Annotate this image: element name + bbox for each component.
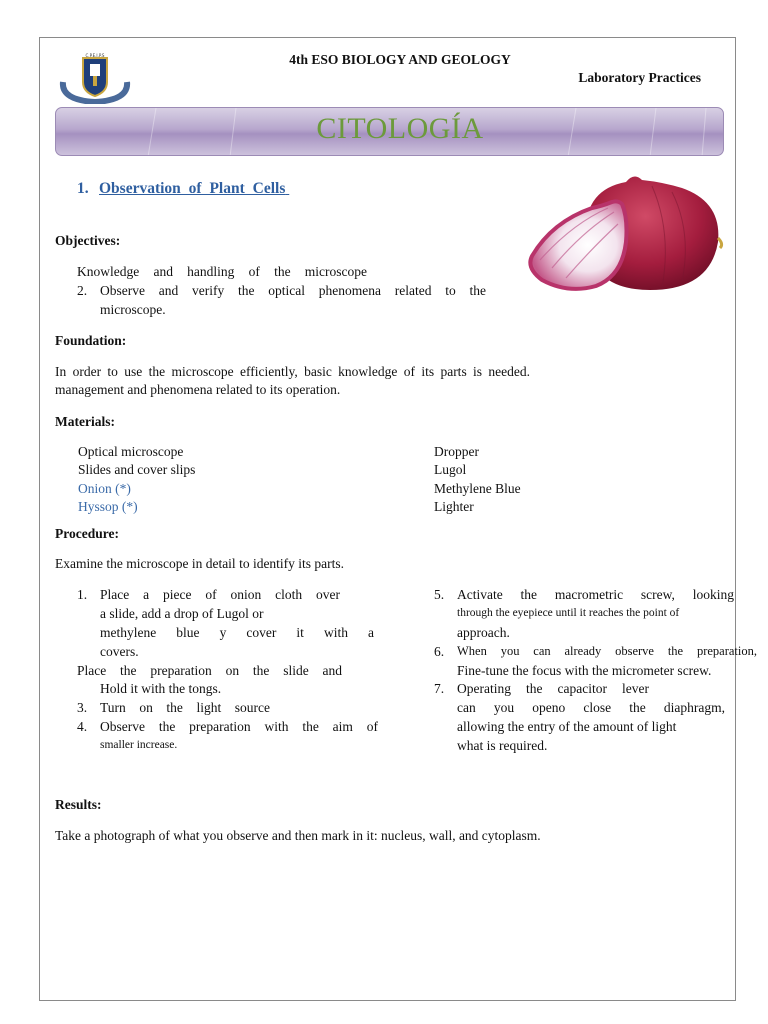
objective-2-number: 2. [77, 283, 88, 298]
step-5-line: Activate the macrometric screw, looking [457, 587, 734, 602]
step-7-line: Operating the capacitor lever [457, 681, 649, 696]
step-2-line: Place the preparation on the slide and [77, 663, 342, 678]
step-6-number: 6. [434, 644, 445, 659]
step-5-line: approach. [457, 625, 510, 640]
step-1-line: methylene blue y cover it with a [100, 625, 374, 640]
section-title [77, 180, 343, 198]
material-item: Onion (*) [78, 481, 131, 496]
step-2-line: Hold it with the tongs. [100, 681, 222, 696]
step-6-line: When you can already observe the preparation, [457, 644, 757, 658]
step-6-line: Fine-tune the focus with the micrometer screw. [457, 663, 712, 678]
results-text: Take a photograph of what you observe and then mark in it: nucleus, wall, and cytoplasm. [55, 828, 541, 843]
material-item: Dropper [434, 444, 479, 459]
step-3-line: Turn on the light source [100, 700, 270, 715]
onion-image [522, 172, 726, 300]
step-7-line: can you openo close the diaphragm, [457, 700, 725, 715]
svg-text:C.P.E.I.P.S: C.P.E.I.P.S [85, 53, 105, 58]
step-7-number: 7. [434, 681, 445, 696]
procedure-heading: Procedure: [55, 526, 119, 541]
section-number: 1. [77, 180, 89, 197]
objective-2-line-2: microscope. [100, 302, 166, 317]
material-item: Lugol [434, 462, 467, 477]
material-item: Optical microscope [78, 444, 184, 459]
step-1-number: 1. [77, 587, 88, 602]
material-item: Hyssop (*) [78, 499, 138, 514]
foundation-heading: Foundation: [55, 333, 127, 348]
step-4-number: 4. [77, 719, 88, 734]
banner-title: CITOLOGÍA [316, 112, 484, 145]
step-5-line: through the eyepiece until it reaches the point of [457, 607, 680, 619]
step-1-line: a slide, add a drop of Lugol or [100, 606, 264, 621]
step-7-line: allowing the entry of the amount of light [457, 719, 677, 734]
step-1-line: Place a piece of onion cloth over [100, 587, 340, 602]
objectives-heading: Objectives: [55, 233, 121, 248]
foundation-line-1: In order to use the microscope efficiently, basic knowledge of its parts is needed. [55, 364, 530, 379]
step-5-number: 5. [434, 587, 445, 602]
header-title: 4th ESO BIOLOGY AND GEOLOGY [289, 52, 511, 67]
step-1-line: covers. [100, 644, 139, 659]
material-item: Slides and cover slips [78, 462, 196, 477]
objective-1: Knowledge and handling of the microscope [77, 264, 367, 279]
material-item: Lighter [434, 499, 474, 514]
step-3-number: 3. [77, 700, 88, 715]
step-4-line: Observe the preparation with the aim of [100, 719, 378, 734]
results-heading: Results: [55, 797, 102, 812]
material-item: Methylene Blue [434, 481, 521, 496]
materials-heading: Materials: [55, 414, 115, 429]
step-4-line: smaller increase. [100, 739, 178, 751]
objective-2-line-1: Observe and verify the optical phenomena related to the [100, 283, 486, 298]
header-subtitle: Laboratory Practices [578, 70, 701, 85]
step-7-line: what is required. [457, 738, 548, 753]
section-title-text: Observation of Plant Cells [99, 180, 286, 197]
procedure-intro: Examine the microscope in detail to identify its parts. [55, 556, 345, 571]
foundation-line-2: management and phenomena related to its operation. [55, 382, 341, 397]
